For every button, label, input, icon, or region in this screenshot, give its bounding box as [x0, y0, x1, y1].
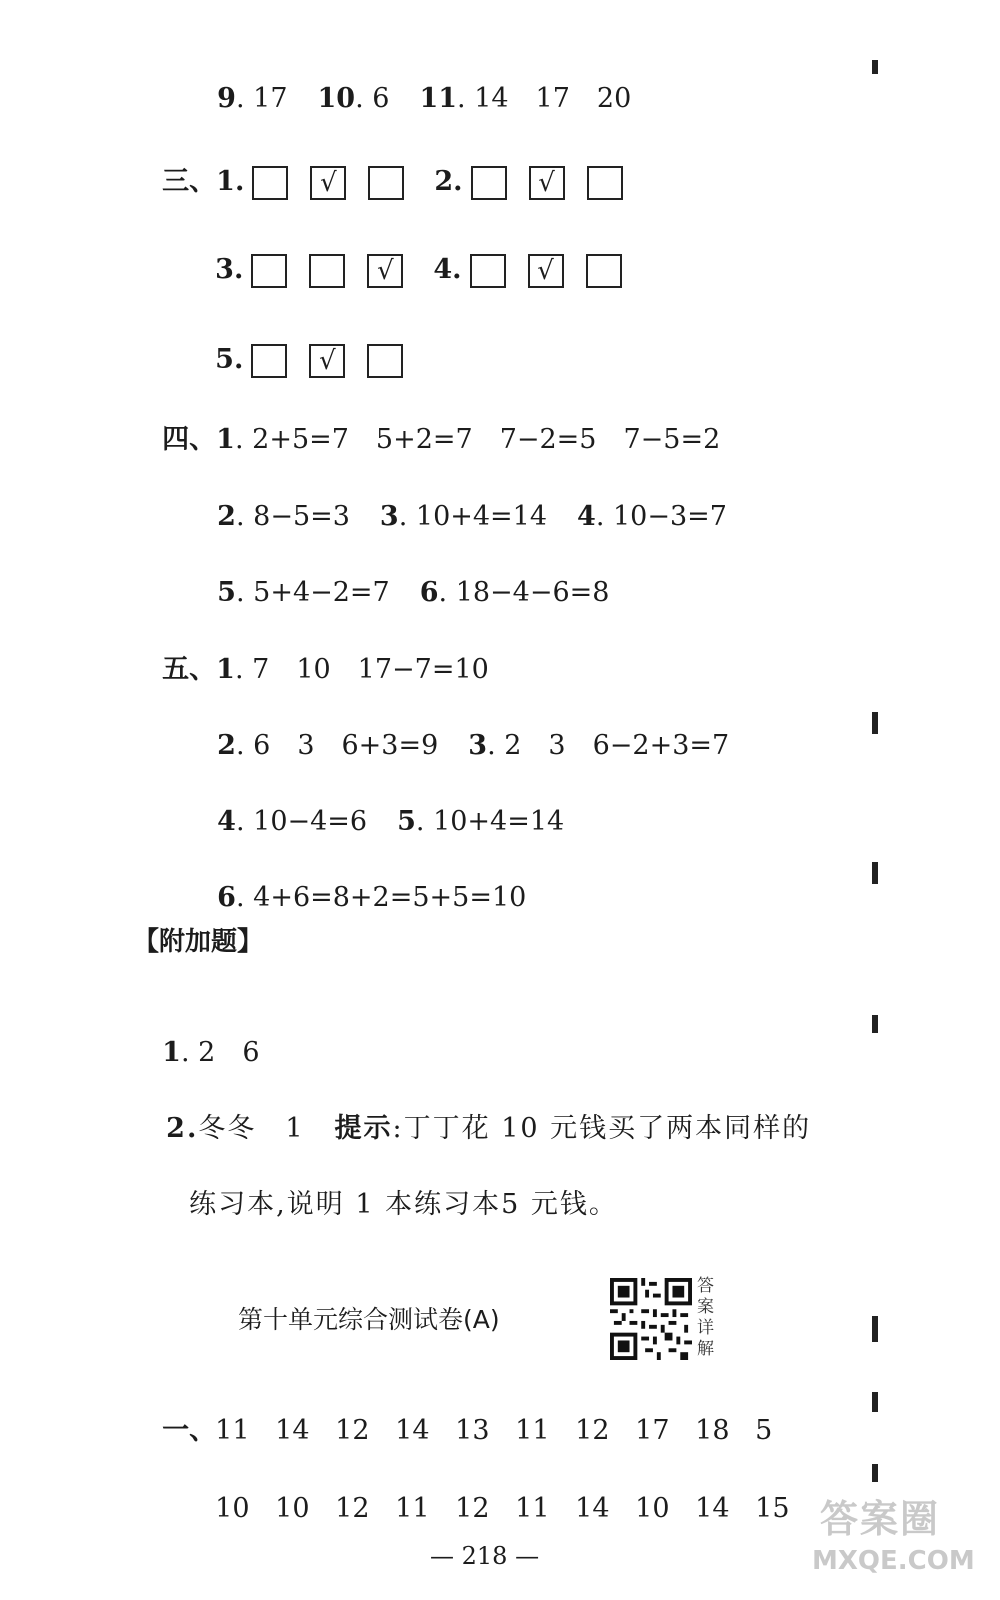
s5-q6-answer: 4+6=8+2=5+5=10: [253, 882, 527, 913]
extra-q2-number: 2.: [166, 1113, 199, 1144]
checkbox-empty: [368, 166, 404, 200]
s5-q4-answer: 10−4=6: [253, 806, 368, 837]
s5-line-3: 4. 10−4=6 5. 10+4=14: [217, 806, 565, 837]
checkbox-empty: [251, 344, 287, 378]
q9-answer: 17: [253, 83, 288, 114]
s4-q5-number: 5: [217, 577, 236, 608]
checkbox-checked: √: [309, 344, 345, 378]
s4-line-1: 四、1. 2+5=7 5+2=7 7−2=5 7−5=2: [162, 424, 721, 455]
watermark-logo: 答案圈: [820, 1497, 941, 1541]
q10-answer: 6: [372, 83, 390, 114]
edge-mark: [872, 60, 878, 74]
s4-q4-number: 4: [577, 501, 596, 532]
answer-cell: 15: [755, 1493, 790, 1524]
edge-mark: [872, 1316, 878, 1342]
s4-q6-number: 6: [419, 577, 439, 608]
answer-cell: 17: [635, 1415, 670, 1446]
answer-cell: 10: [635, 1493, 670, 1524]
s4-q1-answer: 2+5=7 5+2=7 7−2=5 7−5=2: [252, 424, 721, 455]
checkbox-empty: [367, 344, 403, 378]
s5-line-4: 6. 4+6=8+2=5+5=10: [217, 882, 527, 913]
checkbox-checked: √: [367, 254, 403, 288]
s5-q3-answer: 2 3 6−2+3=7: [504, 730, 730, 761]
extra-q2-line-2: [168, 1154, 618, 1222]
s3-row-1: [145, 131, 637, 200]
checkbox-empty: [309, 254, 345, 288]
s3-q1-number: 1.: [216, 166, 245, 197]
qr-code-icon[interactable]: [610, 1278, 692, 1360]
extra-q2-answer: 冬冬 1: [198, 1113, 305, 1144]
edge-mark: [872, 712, 878, 734]
answer-cell: 14: [395, 1415, 430, 1446]
s4-line-2: 2. 8−5=3 3. 10+4=14 4. 10−3=7: [217, 501, 727, 532]
s2-answer-line: 9. 17 10. 6 11. 14 17 20: [217, 83, 632, 114]
s4-q5-answer: 5+4−2=7: [253, 577, 390, 608]
s4-q1-number: 1: [216, 424, 235, 455]
answer-cell: 12: [455, 1493, 490, 1524]
answer-cell: 12: [575, 1415, 610, 1446]
checkbox-checked: √: [310, 166, 346, 200]
hint-text-line-1: :丁丁花 10 元钱买了两本同样的: [392, 1113, 812, 1144]
unit10-title: 第十单元综合测试卷(A): [238, 1305, 500, 1334]
s5-q4-number: 4: [217, 806, 236, 837]
checkbox-empty: [471, 166, 507, 200]
s5-q3-number: 3: [468, 730, 488, 761]
edge-mark: [872, 1464, 878, 1482]
s4-q6-answer: 18−4−6=8: [455, 577, 610, 608]
qr-caption: 答案详解: [697, 1276, 714, 1359]
s3-label: 三、: [162, 166, 217, 197]
s3-row-3: [198, 309, 417, 378]
s3-q5-number: 5.: [215, 344, 244, 375]
extra-q1-answer: 2 6: [198, 1037, 260, 1068]
answer-cell: 11: [515, 1493, 550, 1524]
q11-answer: 14 17 20: [474, 83, 632, 114]
answer-cell: 18: [695, 1415, 730, 1446]
extra-q1: 1. 2 6: [162, 1037, 260, 1068]
s5-q1-answer: 7 10 17−7=10: [252, 654, 489, 685]
edge-mark: [872, 1392, 878, 1412]
page-number: — 218 —: [430, 1542, 540, 1570]
checkbox-checked: √: [528, 254, 564, 288]
answer-cell: 13: [455, 1415, 490, 1446]
s5-q2-number: 2: [217, 730, 236, 761]
answer-cell: 11: [515, 1415, 550, 1446]
s5-label: 五、: [162, 654, 217, 685]
checkbox-empty: [251, 254, 287, 288]
s3-q4-number: 4.: [433, 254, 462, 285]
s5-line-2: 2. 6 3 6+3=9 3. 2 3 6−2+3=7: [217, 730, 730, 761]
answer-cell: 10: [215, 1493, 250, 1524]
s5-q2-answer: 6 3 6+3=9: [253, 730, 439, 761]
s5-line-1: 五、1. 7 10 17−7=10: [162, 654, 489, 685]
s4-q3-number: 3: [379, 501, 399, 532]
s3-row-2: [198, 219, 636, 288]
s4-q2-answer: 8−5=3: [253, 501, 350, 532]
extra-q2-line-1: [145, 1078, 811, 1146]
unit10-s1-label: 一、: [162, 1415, 217, 1446]
s4-q4-answer: 10−3=7: [613, 501, 727, 532]
s5-q1-number: 1: [216, 654, 235, 685]
extra-heading: 【附加题】: [133, 927, 264, 957]
hint-text-line-2: 练习本,说明 1 本练习本5 元钱。: [189, 1189, 618, 1220]
s5-q5-answer: 10+4=14: [433, 806, 565, 837]
checkbox-empty: [252, 166, 288, 200]
s5-q6-number: 6: [217, 882, 236, 913]
extra-q1-number: 1: [162, 1037, 181, 1068]
s4-q3-answer: 10+4=14: [415, 501, 548, 532]
checkbox-empty: [587, 166, 623, 200]
answer-cell: 10: [275, 1493, 310, 1524]
s3-q3-number: 3.: [215, 254, 244, 285]
unit10-s1-row-2-values: [198, 1458, 795, 1526]
checkbox-empty: [586, 254, 622, 288]
q9-number: 9: [217, 83, 236, 114]
answer-cell: 14: [275, 1415, 310, 1446]
answer-cell: 14: [575, 1493, 610, 1524]
answer-cell: 14: [695, 1493, 730, 1524]
edge-mark: [872, 862, 878, 884]
s4-label: 四、: [162, 424, 217, 455]
answer-cell: 12: [335, 1415, 370, 1446]
checkbox-empty: [470, 254, 506, 288]
q11-number: 11: [419, 83, 458, 114]
hint-label: 提示: [334, 1113, 393, 1144]
s5-q5-number: 5: [397, 806, 416, 837]
watermark-url: MXQE.COM: [812, 1546, 975, 1576]
edge-mark: [872, 1015, 878, 1033]
answer-cell: 11: [215, 1415, 250, 1446]
unit10-s1-row-1-values: [198, 1380, 795, 1448]
checkbox-checked: √: [529, 166, 565, 200]
s3-q2-number: 2.: [434, 166, 463, 197]
s4-q2-number: 2: [217, 501, 236, 532]
answer-cell: 5: [755, 1415, 773, 1446]
q10-number: 10: [317, 83, 356, 114]
s4-line-3: 5. 5+4−2=7 6. 18−4−6=8: [217, 577, 610, 608]
answer-cell: 12: [335, 1493, 370, 1524]
answer-cell: 11: [395, 1493, 430, 1524]
